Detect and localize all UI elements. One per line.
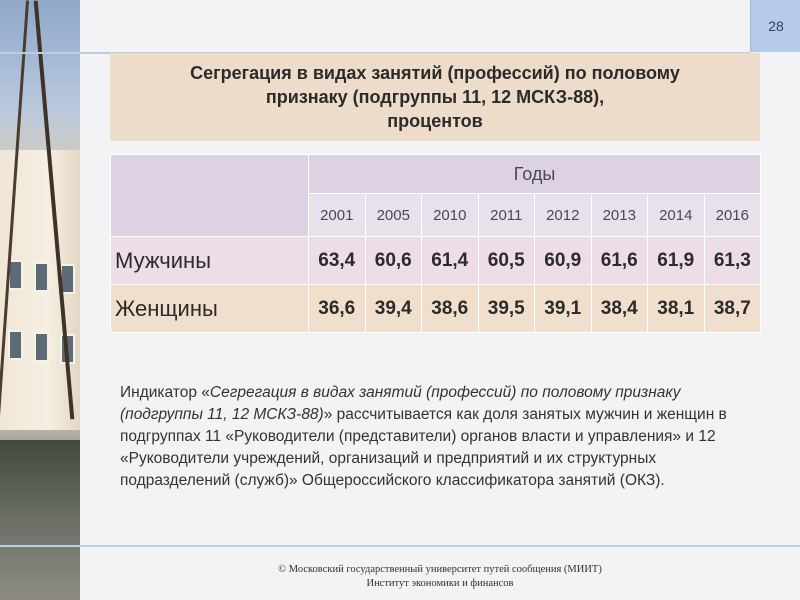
indicator-name: Сегрегация в видах занятий (профессий) по половому признаку (подгруппы 11, 12 МСКЗ-88) [120, 384, 681, 423]
row-label-women: Женщины [111, 285, 309, 333]
footer [80, 563, 800, 591]
window [34, 332, 49, 362]
year-cell: 2001 [309, 194, 366, 237]
description-prefix: Индикатор « [120, 384, 210, 401]
ground [0, 440, 80, 600]
value-cell: 38,7 [704, 285, 761, 333]
row-label-men: Мужчины [111, 237, 309, 285]
value-cell: 61,6 [591, 237, 648, 285]
value-cell: 61,3 [704, 237, 761, 285]
value-cell: 39,4 [365, 285, 422, 333]
indicator-description [120, 382, 750, 492]
table-corner-cell [111, 155, 309, 237]
value-cell: 61,4 [422, 237, 479, 285]
value-cell: 38,6 [422, 285, 479, 333]
footer-institute: Институт экономики и финансов [366, 578, 514, 589]
value-cell: 60,6 [365, 237, 422, 285]
value-cell: 61,9 [648, 237, 705, 285]
building-photo [0, 0, 80, 600]
year-cell: 2010 [422, 194, 479, 237]
window [34, 262, 49, 292]
value-cell: 36,6 [309, 285, 366, 333]
years-header: Годы [309, 155, 761, 194]
segregation-table [110, 154, 761, 333]
divider-line [0, 545, 800, 547]
year-cell: 2014 [648, 194, 705, 237]
value-cell: 39,5 [478, 285, 535, 333]
value-cell: 38,1 [648, 285, 705, 333]
title-box [110, 53, 760, 141]
value-cell: 60,9 [535, 237, 592, 285]
description-suffix: » рассчитывается как доля занятых мужчин и женщин в подгруппах 11 «Руководители (представители) органов власти и управления» и 12 «Руководители учреждений, организаций и предприятий и их структурных подразделений (служб)» Общероссийского классификатора занятий (ОКЗ). [120, 406, 727, 489]
year-cell: 2011 [478, 194, 535, 237]
year-cell: 2016 [704, 194, 761, 237]
year-cell: 2012 [535, 194, 592, 237]
table-row-men [111, 237, 761, 285]
value-cell: 63,4 [309, 237, 366, 285]
value-cell: 60,5 [478, 237, 535, 285]
window [8, 330, 23, 360]
slide-title: Сегрегация в видах занятий (профессий) по половому признаку (подгруппы 11, 12 МСКЗ-88), процентов [190, 63, 680, 131]
table-row-women [111, 285, 761, 333]
footer-copyright: © Московский государственный университет путей сообщения (МИИТ) [278, 564, 602, 575]
value-cell: 39,1 [535, 285, 592, 333]
year-cell: 2005 [365, 194, 422, 237]
year-cell: 2013 [591, 194, 648, 237]
value-cell: 38,4 [591, 285, 648, 333]
page-number: 28 [750, 0, 800, 52]
